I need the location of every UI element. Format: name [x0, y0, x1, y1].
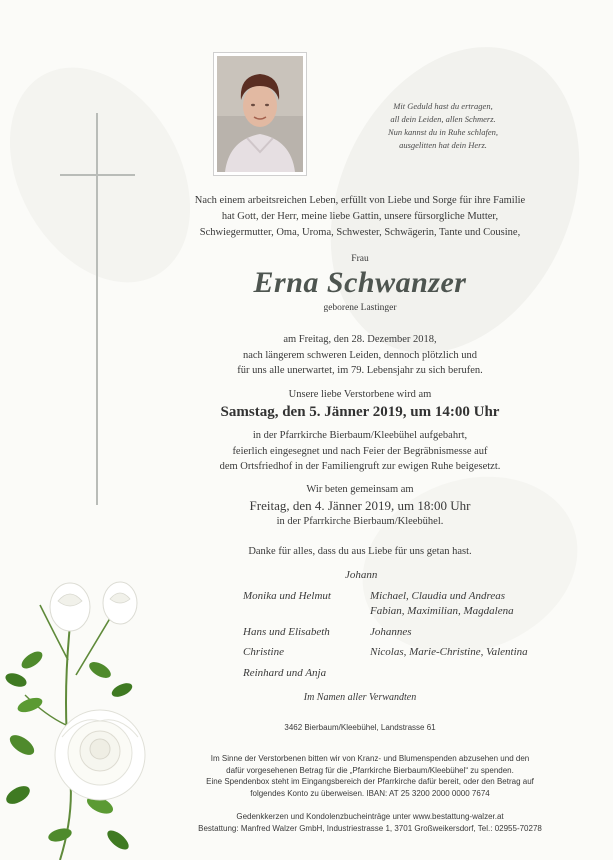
rose-bud-right — [103, 582, 137, 624]
intro-text — [160, 193, 560, 241]
portrait-photo-frame — [213, 52, 307, 176]
prayer-intro: Wir beten gemeinsam am — [306, 484, 414, 495]
death-notice-line: nach längerem schweren Leiden, dennoch plötzlich und — [242, 349, 478, 361]
mourner-children: Monika und Helmut — [243, 590, 331, 602]
cross-horizontal — [60, 174, 135, 176]
funeral-detail-line: feierlich eingesegnet und nach Feier der Begräbnismesse auf — [232, 445, 488, 457]
donation-line: folgendes Konto zu überweisen. IBAN: AT 25 3200 2000 0000 7674 — [250, 788, 490, 798]
poem-line: all dein Leiden, allen Schmerz. — [390, 114, 496, 124]
donation-line: Eine Spendenbox steht im Eingangsbereich der Pfarrkirche dafür bereit, oder den Betrag auf — [206, 777, 534, 786]
prayer-location: in der Pfarrkirche Bierbaum/Kleebühel. — [276, 516, 444, 527]
cross-vertical — [96, 113, 98, 505]
portrait-photo — [217, 56, 303, 172]
memorial-poem — [352, 100, 534, 152]
white-roses-illustration — [0, 565, 170, 860]
mourner-grandchildren: Fabian, Maximilian, Magdalena — [370, 605, 514, 617]
donation-note — [160, 753, 580, 799]
intro-line: Schwiegermutter, Oma, Uroma, Schwester, Schwägerin, Tante und Cousine, — [199, 227, 521, 238]
poem-line: ausgelitten hat dein Herz. — [399, 140, 487, 150]
prayer-datetime: Freitag, den 4. Jänner 2019, um 18:00 Uhr — [249, 498, 471, 513]
death-notice-line: für uns alle unerwartet, im 79. Lebensjahr zu sich berufen. — [237, 365, 483, 376]
relatives-closing: Im Namen aller Verwandten — [303, 692, 417, 703]
rose-bud-left — [50, 583, 90, 631]
condolence-link-line: Gedenkkerzen und Kondolenzbucheinträge unter www.bestattung-walzer.at — [236, 812, 504, 821]
mourner-children: Reinhard und Anja — [243, 667, 327, 679]
mourner-grandchildren: Michael, Claudia und Andreas — [370, 590, 506, 602]
birth-name: geborene Lastinger — [323, 303, 397, 313]
mourner-husband: Johann — [345, 569, 378, 581]
intro-line: hat Gott, der Herr, meine liebe Gattin, unsere fürsorgliche Mutter, — [221, 211, 499, 222]
poem-line: Nun kannst du in Ruhe schlafen, — [387, 127, 498, 137]
rose-bloom-large — [55, 710, 145, 800]
funeral-home-info — [160, 811, 580, 834]
funeral-home-contact-line: Bestattung: Manfred Walzer GmbH, Industriestrasse 1, 3701 Großweikersdorf, Tel.: 02955-70278 — [198, 823, 542, 833]
thanks-text: Danke für alles, dass du aus Liebe für uns getan hast. — [248, 546, 472, 557]
portrait-illustration — [217, 56, 303, 172]
mourner-children: Hans und Elisabeth — [243, 626, 330, 638]
intro-line: Nach einem arbeitsreichen Leben, erfüllt von Liebe und Sorge für ihre Familie — [194, 195, 526, 206]
donation-line: Im Sinne der Verstorbenen bitten wir von Kranz- und Blumenspenden abzusehen und den — [210, 754, 530, 763]
funeral-detail-line: dem Ortsfriedhof in der Familiengruft zur ewigen Ruhe beigesetzt. — [219, 461, 501, 472]
death-notice — [160, 332, 560, 379]
funeral-details — [160, 428, 560, 475]
family-address: 3462 Bierbaum/Kleebühel, Landstrasse 61 — [284, 723, 436, 732]
mourner-grandchildren: Johannes — [370, 626, 412, 638]
funeral-detail-line: in der Pfarrkirche Bierbaum/Kleebühel aufgebahrt, — [252, 430, 468, 441]
funeral-intro: Unsere liebe Verstorbene wird am — [288, 389, 432, 400]
donation-line: dafür vorgesehenen Betrag für die „Pfarrkirche Bierbaum/Kleebühel“ zu spenden. — [226, 765, 514, 775]
mourner-children: Christine — [243, 646, 284, 658]
salutation: Frau — [351, 254, 369, 264]
mourner-grandchildren: Nicolas, Marie-Christine, Valentina — [370, 646, 528, 658]
death-notice-line: am Freitag, den 28. Dezember 2018, — [283, 334, 437, 345]
deceased-name: Erna Schwanzer — [253, 266, 467, 299]
poem-line: Mit Geduld hast du ertragen, — [393, 101, 493, 111]
funeral-datetime: Samstag, den 5. Jänner 2019, um 14:00 Uhr — [220, 404, 500, 420]
